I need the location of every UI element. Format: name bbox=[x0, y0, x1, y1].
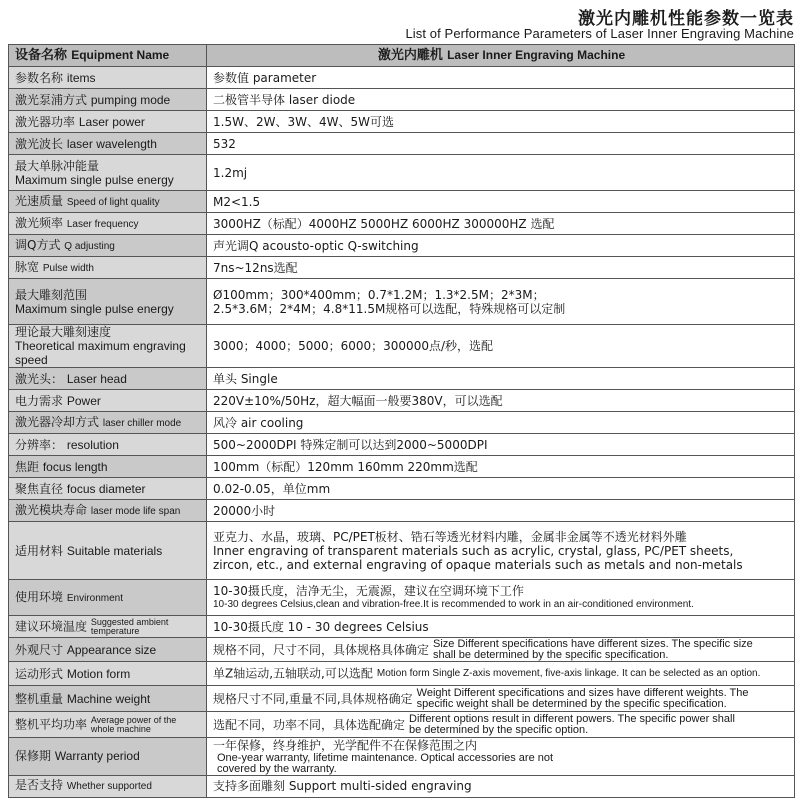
row-label bbox=[9, 213, 207, 235]
row-value-en: Weight Different specifications and sizes have different weights. The specific weight shall be determined by the specific specification. bbox=[416, 686, 749, 710]
row-label-en: Theoretical maximum engraving speed bbox=[15, 339, 186, 367]
row-value bbox=[207, 213, 795, 235]
row-label-zh: 保修期 bbox=[15, 749, 52, 764]
row-label-zh: 激光波长 bbox=[15, 136, 64, 151]
table-header-row bbox=[9, 45, 795, 67]
row-value-zh: 选配不同，功率不同，具体选配确定 bbox=[213, 717, 406, 732]
row-value-zh: 规格尺寸不同,重量不同,具体规格确定 bbox=[213, 691, 413, 706]
row-label-en: Average power of the whole machine bbox=[90, 714, 177, 734]
row-label bbox=[9, 522, 207, 580]
table-row bbox=[9, 434, 795, 456]
row-label bbox=[9, 662, 207, 686]
row-label-zh: 整机重量 bbox=[15, 691, 64, 706]
row-value-line: 支持多面雕刻 Support multi-sided engraving bbox=[213, 779, 472, 793]
row-label-zh: 参数名称 bbox=[15, 70, 64, 85]
row-value-line: 0.02-0.05，单位mm bbox=[213, 481, 331, 496]
row-label-en: Laser power bbox=[78, 114, 145, 129]
row-label bbox=[9, 89, 207, 111]
row-label-en: Pulse width bbox=[42, 262, 94, 274]
row-value-line: Inner engraving of transparent materials such as acrylic, crystal, glass, PC/PET sheets, bbox=[213, 543, 734, 558]
table-row bbox=[9, 638, 795, 662]
row-label bbox=[9, 67, 207, 89]
row-label-en: Maximum single pulse energy bbox=[15, 301, 174, 316]
row-value-line: 单头 Single bbox=[213, 371, 278, 386]
row-value-line: M2<1.5 bbox=[213, 194, 261, 209]
row-value bbox=[207, 390, 795, 412]
row-label-en: Suggested ambient temperature bbox=[90, 616, 169, 636]
row-value-line: 220V±10%/50Hz，超大幅面一般要380V，可以选配 bbox=[213, 393, 503, 408]
row-label-zh: 运动形式 bbox=[15, 666, 64, 681]
row-label bbox=[9, 580, 207, 616]
row-value-en: Size Different specifications have different sizes. The specific size shall be determined by the specific specification. bbox=[433, 637, 753, 661]
row-value bbox=[207, 434, 795, 456]
row-value-line: 参数值 parameter bbox=[213, 70, 317, 85]
row-label-en: Suitable materials bbox=[66, 543, 163, 558]
row-value-line: 声光调Q acousto-optic Q-switching bbox=[213, 238, 419, 253]
row-value bbox=[207, 616, 795, 638]
row-label bbox=[9, 775, 207, 797]
row-label-en: Motion form bbox=[66, 666, 131, 681]
row-label-zh: 激光头： bbox=[15, 371, 64, 386]
table-row bbox=[9, 412, 795, 434]
row-label-zh: 最大雕刻范围 bbox=[15, 287, 88, 302]
row-value bbox=[207, 775, 795, 797]
row-value bbox=[207, 155, 795, 191]
table-row bbox=[9, 738, 795, 776]
row-value-line: 2.5*3.6M；2*4M；4.8*11.5M规格可以选配，特殊规格可以定制 bbox=[213, 301, 566, 316]
row-label-zh: 是否支持 bbox=[15, 778, 64, 792]
row-label-zh: 分辨率： bbox=[15, 437, 64, 452]
table-row bbox=[9, 712, 795, 738]
table-row bbox=[9, 89, 795, 111]
row-label-en: Speed of light quality bbox=[66, 196, 160, 208]
row-value-line: 1.5W、2W、3W、4W、5W可选 bbox=[213, 114, 394, 129]
row-value bbox=[207, 638, 795, 662]
row-label-en: focus length bbox=[42, 459, 108, 474]
table-row bbox=[9, 478, 795, 500]
row-label bbox=[9, 325, 207, 368]
row-value-line: 10-30摄氏度 10 - 30 degrees Celsius bbox=[213, 619, 429, 634]
page-subtitle: List of Performance Parameters of Laser Inner Engraving Machine bbox=[405, 26, 794, 41]
row-value bbox=[207, 257, 795, 279]
row-value bbox=[207, 89, 795, 111]
table-row bbox=[9, 686, 795, 712]
row-label bbox=[9, 155, 207, 191]
row-value-zh: 单Z轴运动,五轴联动,可以选配 bbox=[213, 666, 373, 681]
row-label-zh: 激光器冷却方式 bbox=[15, 414, 100, 429]
row-value-en: Different options result in different powers. The specific power shall be determined by the specific option. bbox=[409, 712, 735, 736]
row-value-line: 风冷 air cooling bbox=[213, 415, 304, 430]
row-label-zh: 整机平均功率 bbox=[15, 717, 88, 731]
table-row bbox=[9, 111, 795, 133]
row-value bbox=[207, 235, 795, 257]
table-row bbox=[9, 213, 795, 235]
row-value-zh: 一年保修，终身维护，光学配件不在保修范围之内 bbox=[213, 738, 478, 753]
row-label-en: laser wavelength bbox=[66, 136, 157, 151]
row-label bbox=[9, 638, 207, 662]
row-value bbox=[207, 662, 795, 686]
row-label bbox=[9, 368, 207, 390]
row-label-en: Maximum single pulse energy bbox=[15, 172, 174, 187]
row-value-line: Ø100mm；300*400mm；0.7*1.2M；1.3*2.5M；2*3M； bbox=[213, 287, 545, 302]
spec-table bbox=[8, 44, 795, 798]
row-value-line: 亚克力、水晶，玻璃、PC/PET板材、锆石等透光材料内雕，金属非金属等不透光材料外雕 bbox=[213, 529, 687, 544]
row-value-line: 二极管半导体 laser diode bbox=[213, 92, 356, 107]
row-value bbox=[207, 111, 795, 133]
row-value-en: One-year warranty, lifetime maintenance. Optical accessories are not covered by the warranty. bbox=[217, 751, 554, 775]
row-label-zh: 脉宽 bbox=[15, 259, 40, 274]
row-value-line: 3000；4000；5000；6000；300000点/秒，选配 bbox=[213, 339, 494, 353]
table-row bbox=[9, 368, 795, 390]
table-row bbox=[9, 616, 795, 638]
row-value bbox=[207, 412, 795, 434]
header-col2-zh: 激光内雕机 bbox=[377, 48, 443, 63]
row-label bbox=[9, 686, 207, 712]
row-label bbox=[9, 738, 207, 776]
table-row bbox=[9, 257, 795, 279]
row-label-zh: 激光器功率 bbox=[15, 114, 76, 129]
row-value-line: 7ns~12ns选配 bbox=[213, 260, 298, 275]
row-label-en: Appearance size bbox=[66, 642, 157, 657]
row-label-en: Laser frequency bbox=[66, 218, 139, 230]
row-label bbox=[9, 279, 207, 325]
row-label bbox=[9, 133, 207, 155]
table-row bbox=[9, 580, 795, 616]
row-label-en: Laser head bbox=[66, 371, 127, 386]
table-row bbox=[9, 235, 795, 257]
row-value bbox=[207, 712, 795, 738]
row-label-zh: 光速质量 bbox=[15, 193, 64, 208]
table-row bbox=[9, 775, 795, 797]
row-value bbox=[207, 325, 795, 368]
table-row bbox=[9, 325, 795, 368]
header-equipment-name bbox=[9, 45, 207, 67]
row-label-en: Q adjusting bbox=[64, 240, 115, 252]
row-label bbox=[9, 478, 207, 500]
row-value-en: Motion form Single Z-axis movement, five-axis linkage. It can be selected as an option. bbox=[376, 668, 761, 680]
row-value bbox=[207, 368, 795, 390]
row-label-zh: 最大单脉冲能量 bbox=[15, 158, 100, 173]
row-label-en: items bbox=[66, 70, 96, 85]
row-value-line: 10-30 degrees Celsius,clean and vibration-free.It is recommended to work in an air-conditioned environment. bbox=[213, 598, 694, 610]
table-row bbox=[9, 279, 795, 325]
row-label bbox=[9, 235, 207, 257]
header-machine-name bbox=[207, 45, 795, 67]
row-value bbox=[207, 133, 795, 155]
row-value-line: 500~2000DPI 特殊定制可以达到2000~5000DPI bbox=[213, 437, 488, 452]
table-row bbox=[9, 191, 795, 213]
header-col2-en: Laser Inner Engraving Machine bbox=[447, 48, 626, 62]
row-label-zh: 激光模块寿命 bbox=[15, 502, 88, 517]
row-label-en: laser mode life span bbox=[90, 505, 181, 517]
row-value bbox=[207, 456, 795, 478]
row-label-zh: 理论最大雕刻速度 bbox=[15, 325, 112, 339]
table-row bbox=[9, 456, 795, 478]
row-value bbox=[207, 738, 795, 776]
row-value-line: 20000小时 bbox=[213, 503, 276, 518]
table-row bbox=[9, 67, 795, 89]
table-row bbox=[9, 133, 795, 155]
row-label-en: Warranty period bbox=[54, 749, 140, 764]
row-label-en: laser chiller mode bbox=[102, 417, 182, 429]
row-label-en: Whether supported bbox=[66, 781, 152, 792]
row-label-en: Power bbox=[66, 393, 101, 408]
row-value bbox=[207, 191, 795, 213]
row-label bbox=[9, 412, 207, 434]
row-label bbox=[9, 434, 207, 456]
row-value-zh: 规格不同，尺寸不同，具体规格具体确定 bbox=[213, 642, 430, 657]
row-value-line: 532 bbox=[213, 136, 236, 151]
header-col1-zh: 设备名称 bbox=[15, 48, 68, 63]
row-label-zh: 激光泵浦方式 bbox=[15, 92, 88, 107]
row-value bbox=[207, 686, 795, 712]
row-label-zh: 激光频率 bbox=[15, 215, 64, 230]
row-value-line: 10-30摄氏度，洁净无尘，无震源，建议在空调环境下工作 bbox=[213, 583, 524, 598]
table-row bbox=[9, 522, 795, 580]
row-label-en: pumping mode bbox=[90, 92, 171, 107]
row-label-zh: 调Q方式 bbox=[15, 237, 61, 252]
row-label-zh: 电力需求 bbox=[15, 393, 64, 408]
table-row bbox=[9, 390, 795, 412]
row-label-en: resolution bbox=[66, 437, 119, 452]
row-label bbox=[9, 616, 207, 638]
spec-table-body bbox=[9, 67, 795, 798]
row-label bbox=[9, 257, 207, 279]
row-label-en: Machine weight bbox=[66, 691, 151, 706]
table-row bbox=[9, 155, 795, 191]
row-value bbox=[207, 67, 795, 89]
row-label-en: focus diameter bbox=[66, 481, 146, 496]
row-label bbox=[9, 500, 207, 522]
row-value-line: 3000HZ（标配）4000HZ 5000HZ 6000HZ 300000HZ 选配 bbox=[213, 216, 555, 231]
table-row bbox=[9, 500, 795, 522]
row-label-zh: 建议环境温度 bbox=[15, 619, 88, 633]
row-label bbox=[9, 712, 207, 738]
row-label bbox=[9, 191, 207, 213]
row-value-line: 100mm（标配）120mm 160mm 220mm选配 bbox=[213, 459, 478, 474]
row-value bbox=[207, 580, 795, 616]
row-label-en: Environment bbox=[66, 592, 123, 604]
row-label-zh: 适用材料 bbox=[15, 543, 64, 558]
row-label bbox=[9, 111, 207, 133]
row-value bbox=[207, 500, 795, 522]
row-label-zh: 使用环境 bbox=[15, 589, 64, 604]
row-label-zh: 聚焦直径 bbox=[15, 481, 64, 496]
row-label-zh: 外观尺寸 bbox=[15, 642, 64, 657]
row-value-line: 1.2mj bbox=[213, 165, 248, 180]
row-label bbox=[9, 390, 207, 412]
page-title: 激光内雕机性能参数一览表 bbox=[578, 9, 794, 29]
row-value bbox=[207, 478, 795, 500]
row-label-zh: 焦距 bbox=[15, 459, 40, 474]
row-label bbox=[9, 456, 207, 478]
row-value bbox=[207, 522, 795, 580]
table-row bbox=[9, 662, 795, 686]
row-value-line: zircon, etc., and external engraving of opaque materials such as metals and non-metals bbox=[213, 557, 743, 572]
header-col1-en: Equipment Name bbox=[71, 48, 170, 62]
row-value bbox=[207, 279, 795, 325]
